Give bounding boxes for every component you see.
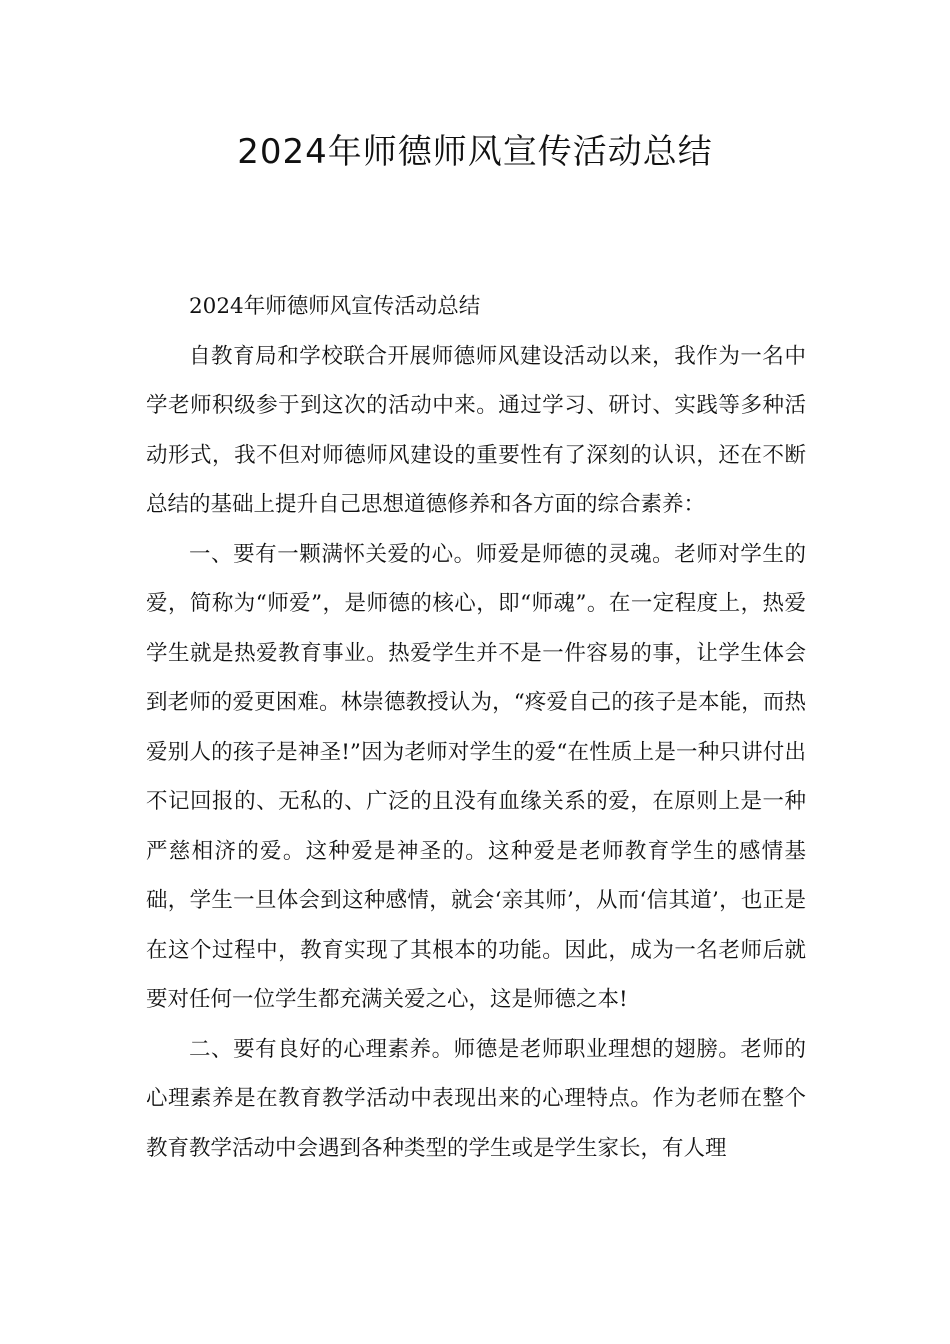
paragraph-intro: 自教育局和学校联合开展师德师风建设活动以来，我作为一名中学老师积级参于到这次的活动中来。通过学习、研讨、实践等多种活动形式，我不但对师德师风建设的重要性有了深刻的认识，还在不断总结的基础上提升自己思想道德修养和各方面的综合素养： — [146, 343, 806, 517]
paragraph-section-two: 二、要有良好的心理素养。师德是老师职业理想的翅膀。老师的心理素养是在教育教学活动中表现出来的心理特点。作为老师在整个教育教学活动中会遇到各种类型的学生或是学生家长，有人理 — [146, 1036, 806, 1161]
document-body — [146, 282, 806, 1173]
document-subtitle: 2024年师德师风宣传活动总结 — [189, 294, 481, 319]
document-title: 2024年师德师风宣传活动总结 — [237, 132, 713, 172]
paragraph-section-one: 一、要有一颗满怀关爱的心。师爱是师德的灵魂。老师对学生的爱，简称为“师爱”，是师德的核心，即“师魂”。在一定程度上，热爱学生就是热爱教育事业。热爱学生并不是一件容易的事，让学生体会到老师的爱更困难。林崇德教授认为，“疼爱自己的孩子是本能，而热爱别人的孩子是神圣!”因为老师对学生的爱“在性质上是一种只讲付出不记回报的、无私的、广泛的且没有血缘关系的爱，在原则上是一种严慈相济的爱。这种爱是神圣的。这种爱是老师教育学生的感情基础，学生一旦体会到这种感情，就会‘亲其师’，从而‘信其道’，也正是在这个过程中，教育实现了其根本的功能。因此，成为一名老师后就要对任何一位学生都充满关爱之心，这是师德之本! — [146, 541, 806, 1012]
